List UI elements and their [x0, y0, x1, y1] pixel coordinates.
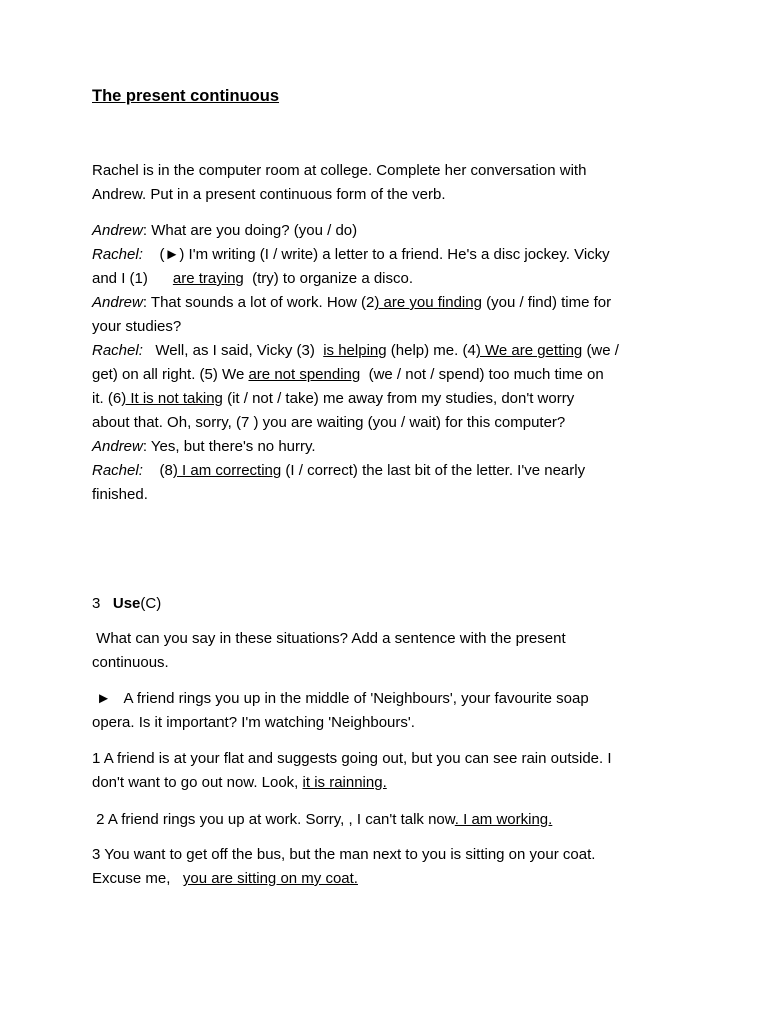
- dialogue-line-7: get) on all right. (5) We are not spending (we / not / spend) too much time on: [92, 366, 604, 383]
- answer-4: ) We are getting: [475, 342, 583, 359]
- dialogue-line-12: finished.: [92, 486, 148, 503]
- dialogue-line-10: Andrew: Yes, but there's no hurry.: [92, 438, 316, 455]
- answer-1: are traying: [172, 270, 244, 287]
- question-number: 1: [92, 750, 101, 767]
- dialogue-line-3: and I (1) are traying (try) to organize a disco.: [92, 270, 414, 287]
- example-item: ► A friend rings you up in the middle of 'Neighbours', your favourite soap opera. Is it important? I'm watching 'Neighbours'.: [92, 690, 589, 731]
- answer-5: are not spending: [248, 366, 361, 383]
- section-number: 3: [92, 595, 101, 612]
- dialogue-line-9: about that. Oh, sorry, (7 ) you are waiting (you / wait) for this computer?: [92, 414, 566, 431]
- answer-6: ) It is not taking: [121, 390, 223, 407]
- section-3-instructions: What can you say in these situations? Add a sentence with the present continuous.: [92, 630, 566, 671]
- dialogue-line-5: your studies?: [92, 318, 182, 335]
- answer-2: ) are you finding: [374, 294, 482, 311]
- dialogue-line-2: Rachel: (►) I'm writing (I / write) a letter to a friend. He's a disc jockey. Vicky: [92, 246, 610, 263]
- section-title: Use: [112, 595, 141, 612]
- question-2: 2 A friend rings you up at work. Sorry, , I can't talk now. I am working.: [96, 811, 553, 828]
- intro-line-2: Andrew. Put in a present continuous form of the verb.: [92, 186, 446, 203]
- question-1: 1 A friend is at your flat and suggests going out, but you can see rain outside. I don't want to go out now. Look, it is rainning.: [92, 750, 612, 791]
- speaker-rachel: Rachel:: [92, 342, 143, 359]
- question-number: 2: [96, 811, 105, 828]
- question-3: 3 You want to get off the bus, but the man next to you is sitting on your coat. Excuse me, you are sitting on my coat.: [92, 846, 596, 887]
- answer-8: ) I am correcting: [172, 462, 282, 479]
- answer-3: is helping: [323, 342, 387, 359]
- speaker-rachel: Rachel:: [92, 462, 143, 479]
- speaker-andrew: Andrew: [92, 222, 143, 239]
- speaker-rachel: Rachel:: [92, 246, 143, 263]
- answer-q3: you are sitting on my coat.: [182, 870, 358, 887]
- intro-line-1: Rachel is in the computer room at college. Complete her conversation with: [92, 162, 587, 179]
- speaker-andrew: Andrew: [92, 294, 143, 311]
- intro-paragraph: [92, 159, 692, 207]
- dialogue: [92, 219, 692, 507]
- dialogue-line-11: Rachel: (8) I am correcting (I / correct) the last bit of the letter. I've nearly: [92, 462, 586, 479]
- answer-q1: it is rainning.: [302, 774, 387, 791]
- dialogue-line-1: Andrew: What are you doing? (you / do): [92, 222, 358, 239]
- question-number: 3: [92, 846, 101, 863]
- arrow-marker-icon: ►: [96, 690, 112, 707]
- dialogue-line-4: Andrew: That sounds a lot of work. How (2) are you finding (you / find) time for: [92, 294, 612, 311]
- page-title: The present continuous: [92, 87, 280, 105]
- dialogue-line-6: Rachel: Well, as I said, Vicky (3) is helping (help) me. (4) We are getting (we /: [92, 342, 619, 359]
- answer-q2: . I am working.: [454, 811, 553, 828]
- section-3-heading: 3 Use(C): [92, 595, 162, 612]
- dialogue-line-8: it. (6) It is not taking (it / not / take) me away from my studies, don't worry: [92, 390, 575, 407]
- speaker-andrew: Andrew: [92, 438, 143, 455]
